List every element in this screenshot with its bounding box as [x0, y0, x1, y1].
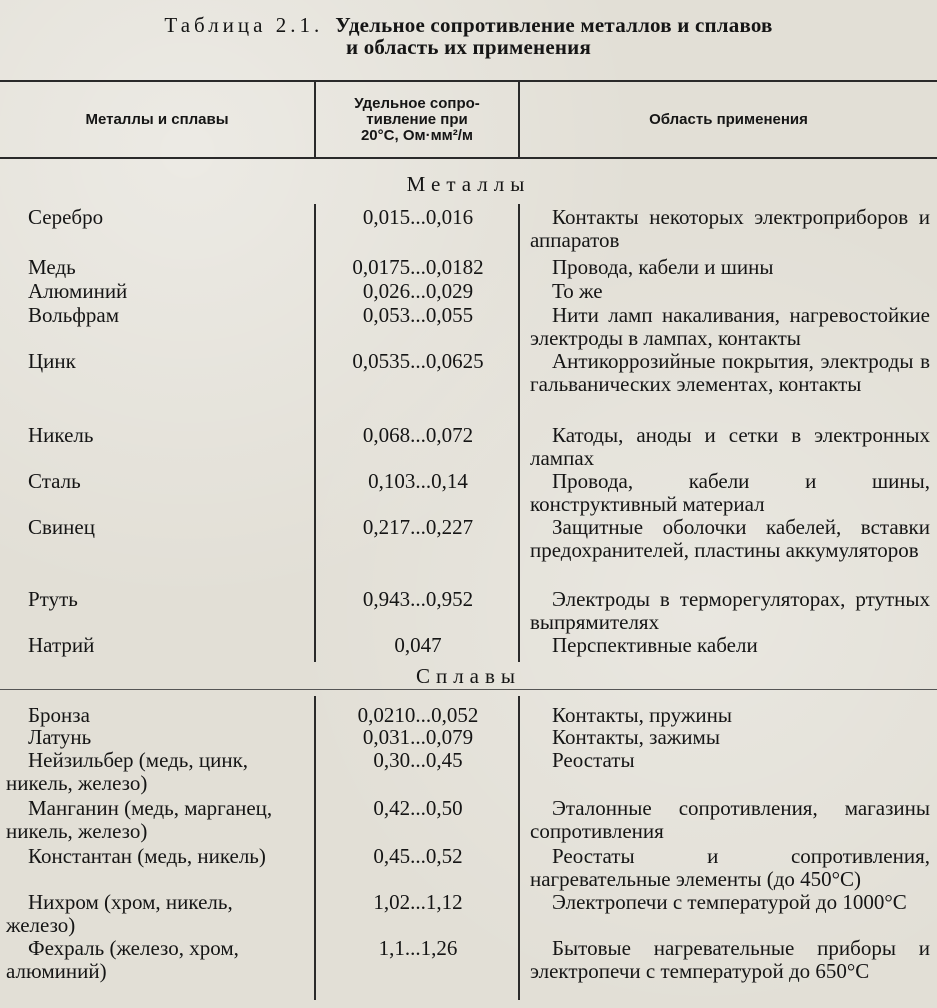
alloy-resistivity: 0,30...0,45 [373, 748, 463, 772]
body-divider-2-metals [518, 204, 520, 662]
alloy-resistivity: 1,1...1,26 [378, 936, 458, 960]
alloy-resistivity: 0,031...0,079 [362, 725, 474, 749]
body-divider-1-metals [314, 204, 316, 662]
metal-application: Контакты некоторых электроприборов и аппаратов [530, 205, 930, 252]
caption-title-line1: Удельное сопротивление металлов и сплавов [335, 13, 773, 37]
metal-resistivity: 0,103...0,14 [368, 469, 468, 493]
alloy-name: Манганин (медь, марганец, никель, железо) [6, 796, 273, 843]
header-col3-text: Область применения [649, 111, 808, 128]
metal-name: Ртуть [28, 587, 78, 611]
metal-resistivity: 0,015...0,016 [362, 205, 474, 229]
metal-application: Провода, кабели и шины [552, 255, 774, 279]
metal-application: Катоды, аноды и сетки в электронных лампах [530, 423, 930, 470]
header-top-rule [0, 80, 937, 82]
metal-resistivity: 0,217...0,227 [362, 515, 474, 539]
metal-resistivity: 0,943...0,952 [362, 587, 474, 611]
metal-application: Электроды в терморегуляторах, ртутных выпрямителях [530, 587, 930, 634]
body-divider-1-alloys [314, 696, 316, 1000]
alloy-name: Латунь [28, 725, 92, 749]
header-metals-alloys [0, 84, 314, 156]
metal-application: То же [552, 279, 603, 303]
alloy-resistivity: 1,02...1,12 [373, 890, 463, 914]
metal-name: Цинк [28, 349, 76, 373]
header-bottom-rule [0, 157, 937, 159]
metal-application: Перспективные кабели [552, 633, 758, 657]
header-col1-text: Металлы и сплавы [85, 111, 229, 128]
alloy-application: Электропечи с температурой до 1000°С [552, 890, 907, 914]
header-col2-line2: тивление при [366, 111, 468, 128]
metal-resistivity: 0,053...0,055 [362, 303, 474, 327]
metal-name: Алюминий [28, 279, 128, 303]
metal-application: Антикоррозийные покрытия, электроды в гальванических элементах, контакты [530, 349, 930, 396]
metal-resistivity: 0,0535...0,0625 [352, 349, 484, 373]
table-number: Таблица 2.1. [164, 13, 324, 37]
metal-application: Защитные оболочки кабелей, вставки предохранителей, пластины аккумуляторов [530, 515, 930, 562]
alloy-resistivity: 0,45...0,52 [373, 844, 463, 868]
alloy-application: Бытовые нагревательные приборы и электропечи с температурой до 650°С [530, 936, 930, 983]
caption-title-line2: и область их применения [345, 35, 592, 59]
metal-name: Свинец [28, 515, 95, 539]
header-application [520, 84, 937, 156]
alloys-section-rule [0, 689, 937, 690]
alloy-name: Константан (медь, никель) [28, 844, 266, 868]
metal-resistivity: 0,026...0,029 [362, 279, 474, 303]
metal-name: Серебро [28, 205, 104, 229]
metal-name: Никель [28, 423, 94, 447]
metal-resistivity: 0,047 [394, 633, 442, 657]
alloy-name: Фехраль (железо, хром, алюминий) [6, 936, 239, 983]
metal-resistivity: 0,068...0,072 [362, 423, 474, 447]
metal-name: Натрий [28, 633, 95, 657]
body-divider-2-alloys [518, 696, 520, 1000]
alloy-name: Нейзильбер (медь, цинк, никель, железо) [6, 748, 249, 795]
section-metals: Металлы [406, 172, 531, 196]
alloy-application: Реостаты [552, 748, 635, 772]
alloy-resistivity: 0,42...0,50 [373, 796, 463, 820]
alloy-application: Реостаты и сопротивления, нагревательные элементы (до 450°С) [530, 844, 930, 891]
table-caption [0, 14, 937, 58]
alloy-resistivity: 0,0210...0,052 [357, 703, 479, 727]
metal-application: Провода, кабели и шины, конструктивный материал [530, 469, 930, 516]
section-alloys: Сплавы [415, 664, 522, 688]
alloy-application: Эталонные сопротивления, магазины сопротивления [530, 796, 930, 843]
alloy-name: Бронза [28, 703, 90, 727]
metal-name: Сталь [28, 469, 81, 493]
header-col2-line1: Удельное сопро- [354, 95, 480, 112]
alloy-name: Нихром (хром, никель, железо) [6, 890, 233, 937]
metal-name: Вольфрам [28, 303, 120, 327]
alloy-application: Контакты, пружины [552, 703, 732, 727]
metal-resistivity: 0,0175...0,0182 [352, 255, 484, 279]
header-col2-line3: 20°С, Ом·мм²/м [360, 127, 474, 144]
metal-name: Медь [28, 255, 76, 279]
metal-application: Нити ламп накаливания, нагревостойкие электроды в лампах, контакты [530, 303, 930, 350]
header-resistivity [316, 84, 518, 156]
alloy-application: Контакты, зажимы [552, 725, 720, 749]
